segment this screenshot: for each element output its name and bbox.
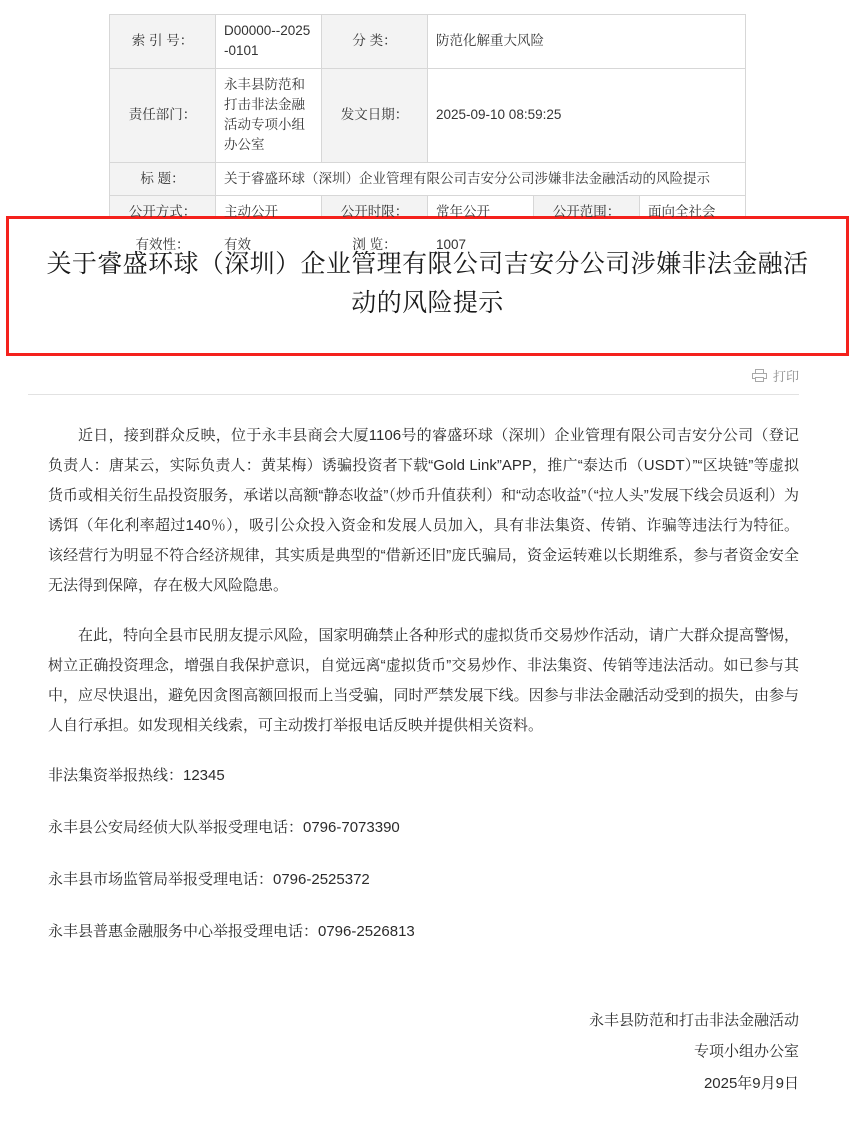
body-paragraph-1: 近日，接到群众反映，位于永丰县商会大厦1106号的睿盛环球（深圳）企业管理有限公司吉安分公司（登记负责人：唐某云，实际负责人：黄某梅）诱骗投资者下载“Gold Link”APP，推广“泰达币（USDT）”“区块链”等虚拟货币或相关衍生品投资服务，承诺以高额“静态收益”（炒币升值获利）和“动态收益”（“拉人头”发展下线会员返利）为诱饵（年化利率超过140％），吸引公众投入资金和发展人员加入，具有非法集资、传销、诈骗等违法行为特征。该经营行为明显不符合经济规律，其实质是典型的“借新还旧”庞氏骗局，资金运转难以长期维系，参与者资金安全无法得到保障，存在极大风险隐患。: [48, 426, 799, 594]
meta-value-title: 关于睿盛环球（深圳）企业管理有限公司吉安分公司涉嫌非法金融活动的风险提示: [216, 162, 746, 195]
document-body: [0, 395, 855, 947]
table-row: [110, 15, 746, 69]
print-button-label[interactable]: 打印: [772, 368, 799, 384]
meta-label-date: 发文日期：: [322, 68, 428, 162]
page-title: 关于睿盛环球（深圳）企业管理有限公司吉安分公司涉嫌非法金融活动的风险提示: [46, 250, 809, 317]
table-row: [110, 68, 746, 162]
meta-label-category: 分 类：: [322, 15, 428, 69]
meta-label-department: 责任部门：: [110, 68, 216, 162]
meta-value-views: 1007: [428, 229, 746, 262]
meta-value-disclosure-term: 常年公开: [428, 195, 534, 228]
bottom-spacer: [0, 1099, 855, 1121]
meta-value-disclosure-method: 主动公开: [216, 195, 322, 228]
meta-label-index: 索 引 号：: [110, 15, 216, 69]
meta-label-validity: 有效性：: [110, 229, 216, 262]
hotline-3: 永丰县市场监管局举报受理电话：0796-2525372: [48, 870, 370, 888]
print-row: [0, 356, 855, 385]
signature-org-line2: 专项小组办公室: [693, 1043, 799, 1061]
meta-value-department: 永丰县防范和打击非法金融活动专项小组办公室: [216, 68, 322, 162]
meta-value-index: D00000--2025-0101: [216, 15, 322, 69]
hotline-2: 永丰县公安局经侦大队举报受理电话：0796-7073390: [48, 818, 400, 836]
highlighted-title-box: [6, 216, 849, 356]
meta-value-date: 2025-09-10 08:59:25: [428, 68, 746, 162]
meta-label-views: 浏 览：: [322, 229, 428, 262]
signature-block: [0, 969, 855, 1100]
meta-label-disclosure-method: 公开方式：: [110, 195, 216, 228]
printer-icon[interactable]: [752, 369, 767, 382]
hotline-4: 永丰县普惠金融服务中心举报受理电话：0796-2526813: [48, 922, 415, 940]
meta-label-title: 标 题：: [110, 162, 216, 195]
meta-label-disclosure-term: 公开时限：: [322, 195, 428, 228]
body-paragraph-2: 在此，特向全县市民朋友提示风险，国家明确禁止各种形式的虚拟货币交易炒作活动，请广大群众提高警惕，树立正确投资理念，增强自我保护意识，自觉远离“虚拟货币”交易炒作、非法集资、传销等违法活动。如已参与其中，应尽快退出，避免因贪图高额回报而上当受骗，同时严禁发展下线。因参与非法金融活动受到的损失，由参与人自行承担。如发现相关线索，可主动拨打举报电话反映并提供相关资料。: [48, 626, 799, 734]
meta-value-disclosure-scope: 面向全社会: [640, 195, 746, 228]
meta-value-category: 防范化解重大风险: [428, 15, 746, 69]
signature-date: 2025年9月9日: [703, 1074, 799, 1092]
hotline-1: 非法集资举报热线：12345: [48, 766, 225, 784]
meta-value-validity: 有效: [216, 229, 322, 262]
meta-label-disclosure-scope: 公开范围：: [534, 195, 640, 228]
table-row: [110, 162, 746, 195]
signature-org-line1: 永丰县防范和打击非法金融活动: [588, 1011, 799, 1029]
